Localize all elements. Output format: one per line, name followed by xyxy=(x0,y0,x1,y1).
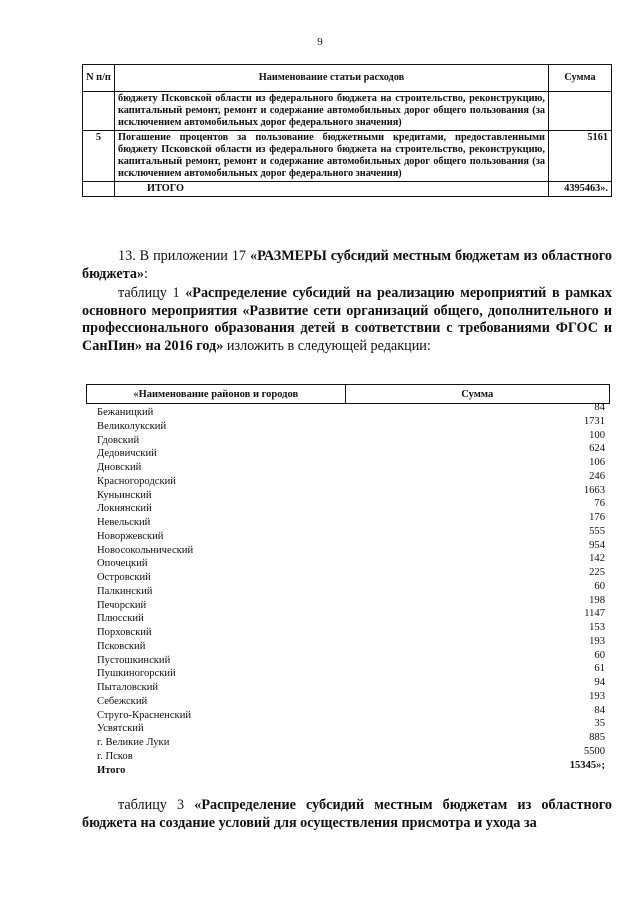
district-amount: 60 xyxy=(594,580,605,592)
table-row xyxy=(97,459,605,473)
row-name: Погашение процентов за пользование бюджетными кредитами, предоставленными бюджету Псковской области из федерального бюджета на строительство, реконструкцию, капитальный ремонт, ремонт и содержание автомобильных дорог общего пользования (за исключением автомобильных дорог федерального значения) xyxy=(115,131,549,182)
table-row xyxy=(97,734,605,748)
table-row xyxy=(97,745,605,762)
header-name: Наименование статьи расходов xyxy=(115,65,549,92)
table-row xyxy=(83,131,612,182)
district-name: Усвятский xyxy=(97,723,144,735)
table-row xyxy=(97,720,605,734)
district-name: Палкинский xyxy=(97,585,153,597)
district-name: Новосокольнический xyxy=(97,544,194,556)
district-amount: 84 xyxy=(594,402,605,413)
table-row xyxy=(97,500,605,514)
header-district: «Наименование районов и городов xyxy=(86,384,346,404)
district-name: Порховский xyxy=(97,627,152,638)
district-amount: 954 xyxy=(589,539,605,551)
district-name: Струго-Красненский xyxy=(97,709,192,721)
table-row xyxy=(97,594,605,611)
district-name: Куньинский xyxy=(97,489,152,501)
subsidy-table-header xyxy=(86,384,610,404)
district-amount: 94 xyxy=(594,677,605,688)
district-name: Локнянский xyxy=(97,503,152,515)
table-row xyxy=(97,624,605,638)
district-name: г. Великие Луки xyxy=(97,737,170,748)
district-name: Новоржевский xyxy=(97,530,164,542)
total-amount: 15345»; xyxy=(569,759,605,771)
table-row xyxy=(97,679,605,693)
district-amount: 624 xyxy=(589,443,605,455)
district-amount: 106 xyxy=(589,457,605,468)
table-row xyxy=(83,92,612,131)
row-sum: 5161 xyxy=(549,131,612,182)
district-name: Дновский xyxy=(97,462,142,473)
table-row xyxy=(97,404,605,418)
table-row xyxy=(97,704,605,721)
district-name: Пустошкинский xyxy=(97,654,171,666)
district-name: Великолукский xyxy=(97,420,167,432)
district-amount: 60 xyxy=(594,649,605,661)
district-amount: 555 xyxy=(589,525,605,537)
total-sum: 4395463». xyxy=(549,182,612,197)
district-name: Плюсский xyxy=(97,613,144,625)
header-sum: Сумма xyxy=(549,65,612,92)
table-row xyxy=(97,429,605,446)
header-amount: Сумма xyxy=(346,384,611,404)
district-amount: 246 xyxy=(589,470,605,482)
table-row xyxy=(97,539,605,556)
paragraph-table3: таблицу 3 «Распределение субсидий местным бюджетам из областного бюджета на создание условий для осуществления присмотра и ухода за xyxy=(82,797,612,831)
district-name: г. Псков xyxy=(97,750,133,762)
district-amount: 76 xyxy=(594,498,605,510)
district-name: Гдовский xyxy=(97,434,140,446)
table-row xyxy=(97,445,605,459)
district-amount: 193 xyxy=(589,690,605,702)
district-amount: 1147 xyxy=(584,608,605,620)
table-row xyxy=(97,484,605,501)
table-row xyxy=(97,555,605,569)
page-number: 9 xyxy=(317,36,323,48)
district-name: Дедовичский xyxy=(97,448,157,460)
district-name: Псковский xyxy=(97,640,146,652)
district-amount: 84 xyxy=(594,704,605,716)
district-name: Себежский xyxy=(97,695,148,707)
expense-table-header xyxy=(83,65,612,92)
district-amount: 1663 xyxy=(583,484,605,496)
district-name: Пыталовский xyxy=(97,682,159,693)
district-name: Опочецкий xyxy=(97,558,148,570)
district-name: Невельский xyxy=(97,517,151,528)
table-row xyxy=(97,569,605,583)
district-name: Островский xyxy=(97,572,151,583)
district-amount: 885 xyxy=(589,732,605,743)
district-amount: 5500 xyxy=(583,745,605,757)
total-label: Итого xyxy=(97,764,126,776)
subsidy-table-body xyxy=(97,404,605,775)
district-amount: 193 xyxy=(589,635,605,647)
continued-text: бюджету Псковской области из федерального бюджета на строительство, реконструкцию, капитальный ремонт, ремонт и содержание автомобильных дорог общего пользования (за исключением автомобильных дорог федерального значения) xyxy=(115,92,549,131)
table-row xyxy=(97,580,605,597)
table-row xyxy=(97,514,605,528)
table-row xyxy=(97,525,605,542)
expense-table xyxy=(82,64,612,197)
district-amount: 142 xyxy=(589,553,605,565)
district-name: Пушкиногорский xyxy=(97,668,176,680)
district-amount: 176 xyxy=(589,512,605,523)
paragraph-13: 13. В приложении 17 «РАЗМЕРЫ субсидий местным бюджетам из областного бюджета»: xyxy=(82,248,612,282)
header-num: N п/п xyxy=(83,65,115,92)
total-row xyxy=(83,182,612,197)
row-number: 5 xyxy=(83,131,115,182)
district-amount: 61 xyxy=(594,663,605,675)
total-row xyxy=(97,759,605,776)
district-amount: 225 xyxy=(589,567,605,578)
table-row xyxy=(97,635,605,652)
district-name: Печорский xyxy=(97,599,147,611)
table-row xyxy=(97,690,605,707)
table-row xyxy=(97,470,605,487)
paragraph-table1: таблицу 1 «Распределение субсидий на реализацию мероприятий в рамках основного мероприятия «Развитие сети организаций общего, дополнительного и профессионального образования детей в соответствии с требованиями ФГОС и СанПин» на 2016 год» изложить в следующей редакции: xyxy=(82,285,612,354)
district-amount: 100 xyxy=(589,429,605,441)
table-row xyxy=(97,665,605,679)
table-row xyxy=(97,610,605,624)
district-amount: 153 xyxy=(589,622,605,633)
total-label: ИТОГО xyxy=(115,182,549,197)
table-row xyxy=(97,649,605,666)
district-amount: 198 xyxy=(589,594,605,606)
district-name: Красногородский xyxy=(97,475,176,487)
district-amount: 35 xyxy=(594,718,605,730)
district-name: Бежаницкий xyxy=(97,407,154,418)
district-amount: 1731 xyxy=(583,415,605,427)
table-row xyxy=(97,415,605,432)
